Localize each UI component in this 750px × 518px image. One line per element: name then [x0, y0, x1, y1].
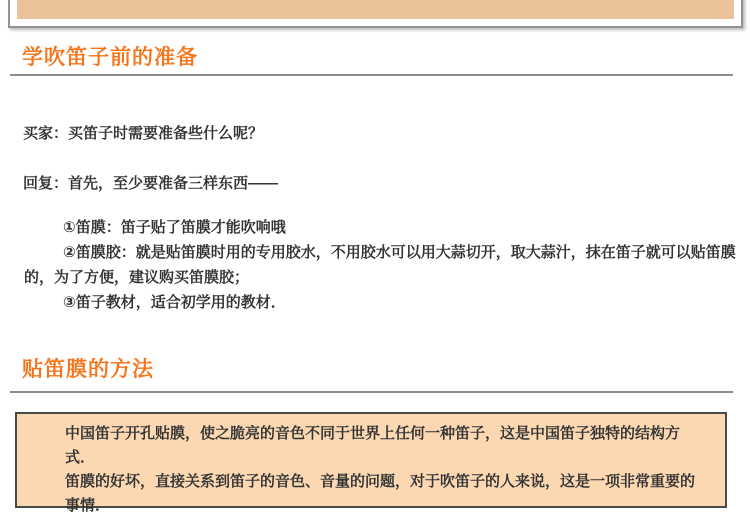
top-banner-panel	[8, 0, 743, 28]
note-line-structure: 中国笛子开孔贴膜，使之脆亮的音色不同于世界上任何一种笛子，这是中国笛子独特的结构方式．	[65, 425, 681, 466]
list-item-membrane: ①笛膜：笛子贴了笛膜才能吹响哦	[63, 219, 286, 236]
section-divider-2	[10, 391, 733, 393]
reply-intro-text: 回复：首先，至少要准备三样东西——	[23, 175, 279, 192]
list-item-textbook: ③笛子教材，适合初学用的教材．	[63, 294, 286, 311]
section-divider-1	[10, 74, 733, 76]
section-title-membrane-method: 贴笛膜的方法	[22, 358, 154, 381]
buyer-question-text: 买家：买笛子时需要准备些什么呢？	[23, 125, 264, 142]
note-line-importance: 笛膜的好坏，直接关系到笛子的音色、音量的问题，对于吹笛子的人来说，这是一项非常重要的事情．	[65, 473, 696, 514]
section-title-preparation: 学吹笛子前的准备	[22, 46, 198, 69]
preparation-list	[24, 215, 737, 315]
top-banner-fill	[17, 0, 734, 19]
membrane-note-box	[15, 412, 727, 514]
list-item-membrane-glue: ②笛膜胶：就是贴笛膜时用的专用胶水，不用胶水可以用大蒜切开，取大蒜汁，抹在笛子就可以贴笛膜的，为了方便，建议购买笛膜胶；	[24, 244, 736, 286]
